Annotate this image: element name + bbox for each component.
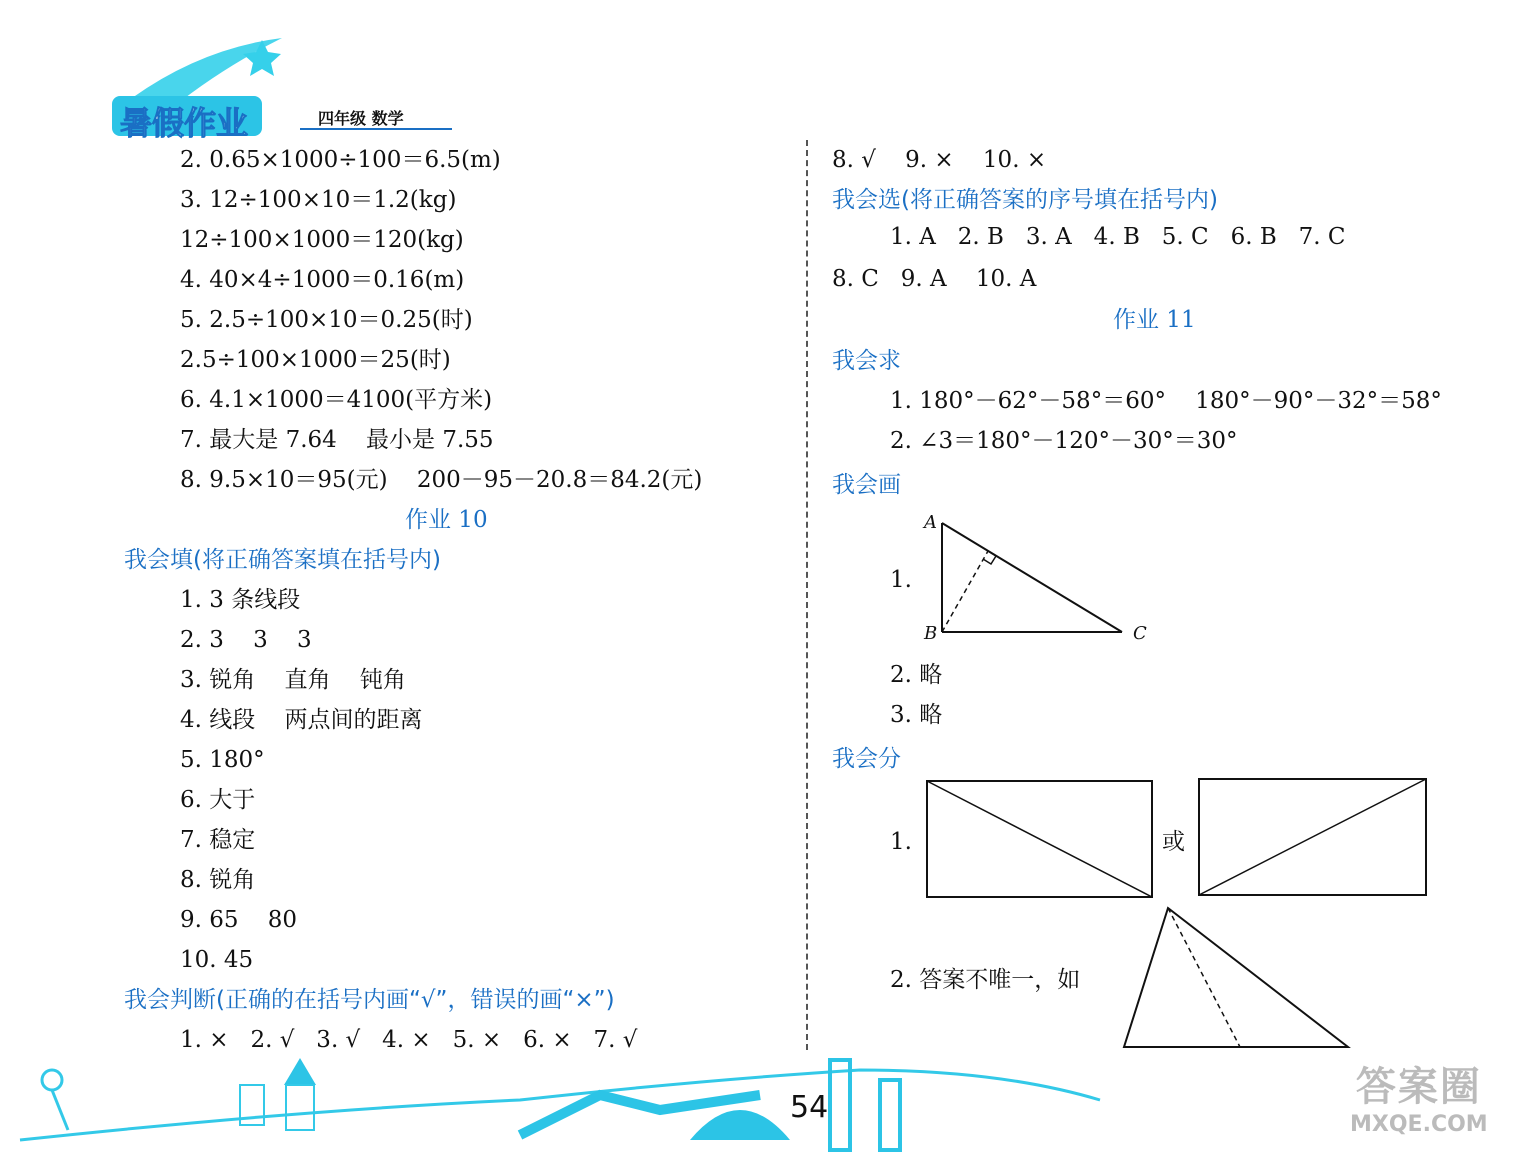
answer-line: 9. 65 80 [180, 907, 298, 933]
section-title-hw11: 作业 11 [1113, 307, 1196, 333]
answer-line: 8. C 9. A 10. A [832, 266, 1037, 292]
right-triangle-figure [920, 505, 1160, 650]
watermark [1350, 1055, 1488, 1137]
answer-line: 1. [890, 829, 912, 855]
section-title-hw10: 作业 10 [405, 507, 488, 533]
answer-line: 3. 略 [890, 702, 943, 728]
answer-line: 8. 锐角 [180, 867, 256, 893]
answer-line: 2. 略 [890, 662, 943, 688]
watermark-text: 答案圈 [1355, 1064, 1482, 1110]
answer-line: 5. 2.5÷100×10＝0.25(时) [180, 307, 473, 333]
answer-line: 1. [890, 567, 912, 593]
answer-line: 4. 40×4÷1000＝0.16(m) [180, 267, 465, 293]
answer-line: 1. 3 条线段 [180, 587, 301, 613]
answer-line: 12÷100×1000＝120(kg) [180, 227, 464, 253]
triangle-split-figure [1118, 902, 1354, 1054]
answer-line: 5. 180° [180, 747, 265, 773]
section-heading-draw: 我会画 [832, 472, 901, 498]
answer-line: 6. 4.1×1000＝4100(平方米) [180, 387, 493, 413]
answer-line: 4. 线段 两点间的距离 [180, 707, 423, 733]
column-divider [806, 140, 808, 1050]
section-heading-fill: 我会填(将正确答案填在括号内) [124, 547, 441, 573]
answer-line: 2. 答案不唯一，如 [890, 967, 1081, 993]
rectangle-diagonal-figure-2 [1196, 776, 1430, 900]
answer-line: 7. 最大是 7.64 最小是 7.55 [180, 427, 494, 453]
section-heading-calc: 我会求 [832, 348, 901, 374]
section-heading-choose: 我会选(将正确答案的序号填在括号内) [832, 187, 1218, 213]
vertex-label-b: B [924, 623, 938, 644]
answer-line: 3. 12÷100×10＝1.2(kg) [180, 187, 457, 213]
vertex-label-c: C [1133, 623, 1147, 644]
header-subtitle: 四年级 数学 [318, 109, 404, 128]
or-label: 或 [1162, 829, 1185, 855]
answer-line: 8. 9.5×10＝95(元) 200－95－20.8＝84.2(元) [180, 467, 703, 493]
answer-line: 2. 0.65×1000÷100＝6.5(m) [180, 147, 501, 173]
answer-line: 10. 45 [180, 947, 254, 973]
answer-line: 3. 锐角 直角 钝角 [180, 667, 406, 693]
answer-line: 7. 稳定 [180, 827, 256, 853]
header-rule [300, 128, 452, 130]
section-heading-judge: 我会判断(正确的在括号内画“√”，错误的画“×”) [124, 987, 615, 1013]
page-number: 54 [790, 1090, 829, 1125]
answer-line: 6. 大于 [180, 787, 256, 813]
answer-line: 1. 180°－62°－58°＝60° 180°－90°－32°＝58° [890, 388, 1442, 414]
answer-line: 2. 3 3 3 [180, 627, 312, 653]
answer-line: 2. ∠3＝180°－120°－30°＝30° [890, 428, 1238, 454]
section-heading-split: 我会分 [832, 746, 901, 772]
answer-line: 1. × 2. √ 3. √ 4. × 5. × 6. × 7. √ [180, 1027, 638, 1053]
footer-decoration [0, 1040, 1536, 1159]
answer-line: 2.5÷100×1000＝25(时) [180, 347, 451, 373]
answer-line: 1. A 2. B 3. A 4. B 5. C 6. B 7. C [890, 224, 1346, 250]
vertex-label-a: A [924, 512, 937, 533]
logo-text: 暑假作业 [120, 104, 249, 142]
rectangle-diagonal-figure-1 [924, 778, 1156, 902]
header-logo [112, 38, 322, 142]
watermark-url: MXQE.COM [1350, 1112, 1488, 1137]
answer-line: 8. √ 9. × 10. × [832, 147, 1047, 173]
